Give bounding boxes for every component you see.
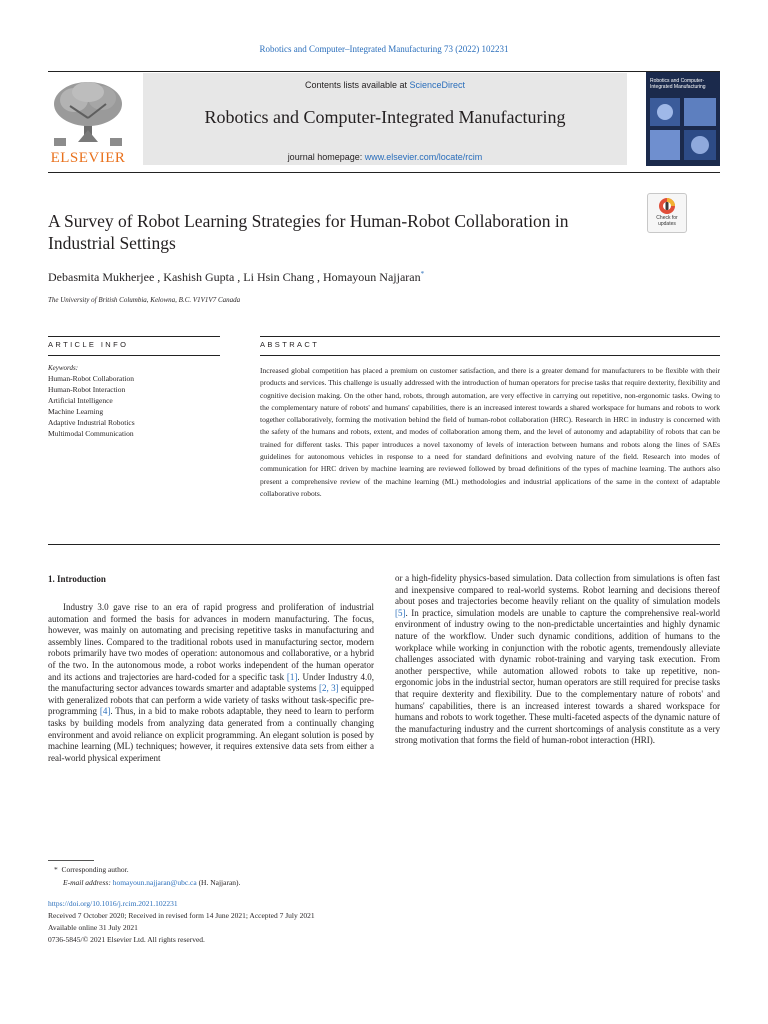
journal-homepage-link[interactable]: www.elsevier.com/locate/rcim <box>364 152 483 162</box>
reference-link[interactable]: [4] <box>99 706 111 717</box>
abstract-text: Increased global competition has placed a premium on customer satisfaction, and there is a greater demand for manufacturers to be flexible with their products and services. This challenge is usually addressed with the introduction of human operators for precise tasks that require dexterity, flexibility and cognitive decision making. On the other hand, robots, through automation, are very effective in carrying out repetitive, non-ergonomic tasks. Owing to the complementary nature of robots' and humans' capabilities, there is an increased interest towards a shared workspace for humans and robots to work together collaboratively, forming the motivation behind the field of human-robot collaboration (HRC). Research in HRC in industry is concerned with the safety of the humans and robots, extent, and modes of collaboration among them, and the level of autonomy and adaptability of robots that can be trained for different tasks. This paper introduces a novel taxonomy of levels of interaction between humans and robots along the lines of SAEs guidelines for autonomous vehicles in response to a need for standard definitions and evolving nature of the field. Research into modes of communication for HRC driven by machine learning are reviewed followed by broad definitions of the types of machine learning. The authors also present a comprehensive review of the machine learning (ML) methodologies and industrial applications of the same in the context of adaptable collaborative robots. <box>260 366 720 498</box>
author-list <box>48 270 424 285</box>
check-updates-icon <box>658 197 676 215</box>
journal-title: Robotics and Computer-Integrated Manufacturing <box>204 107 566 127</box>
badge-text <box>648 215 686 227</box>
intro-text-part: . Under Industry 4.0, the manufacturing sector advances towards smarter and adaptable systems <box>48 671 374 694</box>
keyword-item: Human-Robot Interaction <box>48 385 126 394</box>
article-info-label: ARTICLE INFO <box>48 340 129 349</box>
article-title: A Survey of Robot Learning Strategies for Human-Robot Collaboration in Industrial Settings <box>48 211 569 253</box>
corresponding-author-mark[interactable]: * <box>420 270 425 278</box>
footnote-mark: * <box>54 865 58 874</box>
copyright-notice: 0736-5845/© 2021 Elsevier Ltd. All rights reserved. <box>48 935 205 944</box>
article-info-top-rule <box>48 336 220 337</box>
intro-text-part: . In practice, simulation models are unable to capture the comprehensive real-world environment of industry owing to the non-predictable uncertainties and highly dynamic nature of the workflow. Under such dynamic conditions, addition of humans to the workplace while working in conjunction with the robotic agents, tremendously alleviate challenges associated with dynamic robot-training and varying task execution. From another perspective, while automation allowed robots to take up repetitive, non-ergonomic jobs in the industrial sector, human operators are still required for precise tasks that require dexterity and flexibility. Due to the complementary nature of robots' and humans' capabilities, there is an increased interest towards a shared workspace for humans and robots to work together. These multi-faceted aspects of the dynamic nature of the manufacturing industry and the current shortcomings of analysis constitute as a very strong motivation that forms the field of human-robot interaction (HRI). <box>395 607 720 746</box>
contents-line <box>143 80 627 90</box>
available-online: Available online 31 July 2021 <box>48 923 138 932</box>
header-bottom-rule <box>48 172 720 173</box>
abstract-label: ABSTRACT <box>260 340 320 349</box>
intro-paragraph-left <box>48 602 374 764</box>
corresponding-author-note <box>54 865 129 876</box>
keyword-item: Machine Learning <box>48 407 104 416</box>
abstract-bottom-rule <box>48 544 720 545</box>
intro-text-part: . Thus, in a bid to make robots adaptable, they need to learn to perform tasks by building models from analyzing data generated from a continually changing environment and avoid reliance on explicit programming. An elegant solution is posed by machine learning (ML) techniques; however, it requires extensive data sets from either a real-world physical experiment <box>48 706 374 763</box>
badge-line2: updates <box>658 221 676 227</box>
intro-text-part: equipped with generalized robots that can perform a wide variety of tasks without task-specific pre-programming <box>48 683 374 717</box>
footnote-rule <box>48 860 94 861</box>
check-for-updates-badge[interactable] <box>647 193 687 233</box>
intro-text-part: Industry 3.0 gave rise to an era of rapid progress and proliferation of industrial automation and formed the basis for advances in modern manufacturing. The focus, however, was mainly on automating and precising repetitive tasks in manufacturing and assembly lines. Compared to the traditional robots used in manufacturing sector, modern robots primarily have two modes of operation: autonomous and collaborative, or a hybrid of the two. In the autonomous mode, a robot works independent of the human operator and its actions and trajectories are hard-coded for a specific task <box>48 602 374 682</box>
sciencedirect-link[interactable]: ScienceDirect <box>409 80 466 90</box>
header-top-rule <box>48 71 720 72</box>
author-names: Debasmita Mukherjee , Kashish Gupta , Li Hsin Chang , Homayoun Najjaran <box>48 270 421 284</box>
reference-link[interactable]: [2, 3] <box>318 683 339 694</box>
intro-paragraph-right <box>395 573 720 747</box>
homepage-prefix: journal homepage: <box>287 152 365 162</box>
keywords-title: Keywords: <box>48 364 79 372</box>
email-label: E-mail address: <box>63 878 111 887</box>
email-suffix: (H. Najjaran). <box>196 878 241 887</box>
keyword-item: Artificial Intelligence <box>48 396 113 405</box>
intro-text-part: or a high-fidelity physics-based simulation. Data collection from simulations is often fast and inexpensive compared to real-world systems. Robot learning and decisions thereof about poses and trajectories become heavily reliant on the quality of simulation models <box>395 573 720 607</box>
keyword-item: Human-Robot Collaboration <box>48 374 135 383</box>
article-info-rule <box>48 355 220 356</box>
email-link[interactable]: homayoun.najjaran@ubc.ca <box>112 878 197 887</box>
corresponding-text: Corresponding author. <box>61 865 129 874</box>
keyword-item: Multimodal Communication <box>48 429 134 438</box>
cover-artwork <box>646 94 720 166</box>
reference-link[interactable]: [1] <box>286 671 298 682</box>
doi-link[interactable]: https://doi.org/10.1016/j.rcim.2021.102231 <box>48 899 178 908</box>
journal-citation-link[interactable]: Robotics and Computer–Integrated Manufacturing 73 (2022) 102231 <box>259 44 509 54</box>
affiliation: The University of British Columbia, Kelowna, B.C. V1V1V7 Canada <box>48 296 241 304</box>
homepage-line <box>143 152 627 162</box>
contents-prefix: Contents lists available at <box>304 80 410 90</box>
reference-link[interactable]: [5] <box>395 607 406 618</box>
abstract-top-rule <box>260 336 720 337</box>
email-note <box>63 878 240 889</box>
cover-title: Robotics and Computer-Integrated Manufacturing <box>650 78 706 90</box>
keyword-item: Adaptive Industrial Robotics <box>48 418 135 427</box>
abstract-rule <box>260 355 720 356</box>
received-dates: Received 7 October 2020; Received in revised form 14 June 2021; Accepted 7 July 2021 <box>48 911 315 920</box>
elsevier-wordmark: ELSEVIER <box>50 150 126 166</box>
badge-line1: Check for <box>656 215 678 221</box>
section-heading-introduction: 1. Introduction <box>48 574 106 584</box>
journal-cover-image <box>646 72 720 166</box>
